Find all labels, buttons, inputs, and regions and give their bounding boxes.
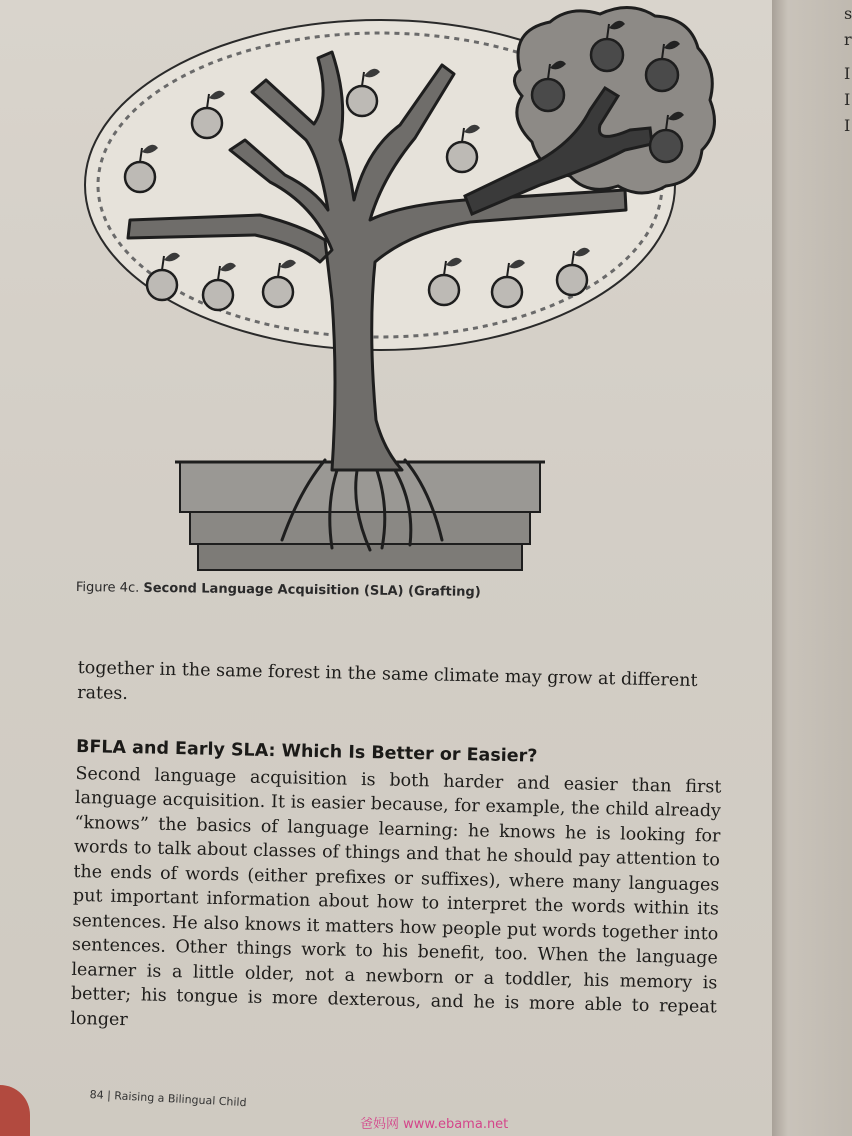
edge-glyph: I: [844, 90, 851, 109]
figure-caption: [76, 580, 696, 603]
figure-title: Second Language Acquisition (SLA) (Grafting): [143, 580, 481, 600]
site-watermark: 爸妈网 www.ebama.net: [360, 1117, 509, 1132]
intro-paragraph: together in the same forest in the same climate may grow at different rates.: [77, 657, 698, 704]
edge-glyph: I: [844, 116, 851, 135]
edge-glyph: r: [844, 30, 852, 49]
edge-glyph: I: [844, 64, 851, 83]
footer-separator: |: [106, 1088, 112, 1103]
figure-label: Figure 4c.: [75, 580, 140, 596]
main-paragraph: Second language acquisition is both harder and easier than first language acquisition. It is easier because, for example, the child already “knows” the basics of language learning: he knows he is looking for words to talk about classes of things and that he should pay attention to the ends of words (either prefixes or suffixes), where many languages put important information about how to interpret the words within its sentences. He also knows it matters how people put words together into sentences. Other things work to his benefit, too. When the language learner is a little older, not a newborn or a toddler, his memory is better; his tongue is more dexterous, and he is more able to repeat longer: [70, 763, 722, 1030]
book-title: Raising a Bilingual Child: [114, 1089, 247, 1110]
next-page-edge: [772, 0, 852, 1136]
finger-photo-artifact: [0, 1085, 30, 1136]
tree-illustration: [70, 0, 720, 575]
section-heading: BFLA and Early SLA: Which Is Better or Easier?: [75, 736, 538, 767]
body-text: [70, 656, 724, 1044]
edge-glyph: s: [844, 4, 852, 23]
next-page-glyphs: [844, 0, 852, 200]
page-number: 84: [89, 1088, 104, 1102]
page-footer: [89, 1088, 247, 1109]
